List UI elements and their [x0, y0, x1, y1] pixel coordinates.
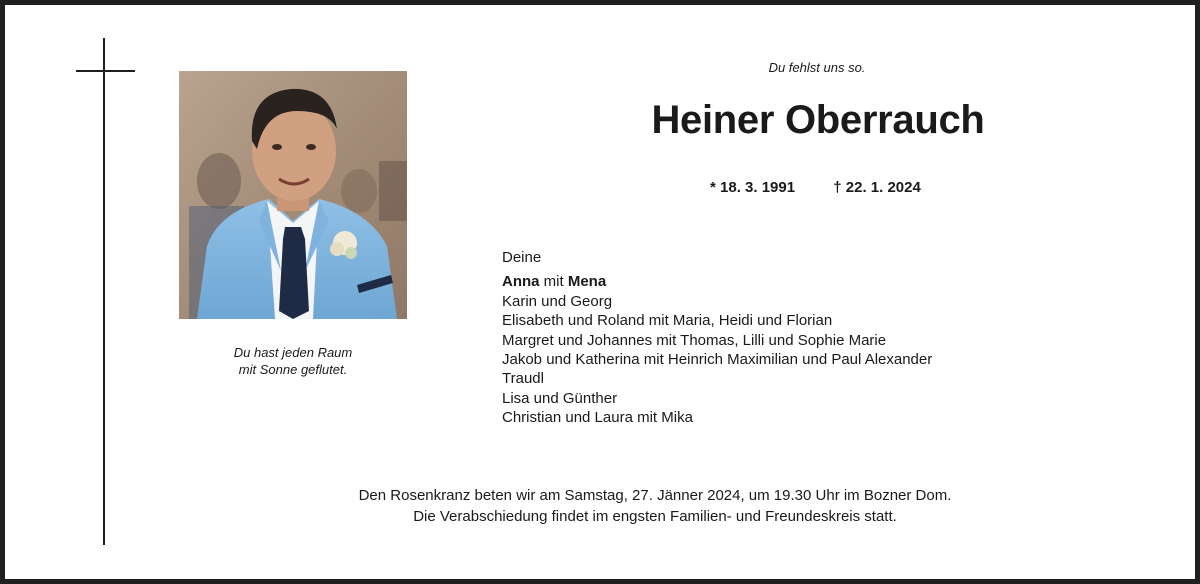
family-line: Christian und Laura mit Mika: [502, 409, 693, 427]
family-list: [502, 248, 932, 428]
family-line-first: [502, 272, 932, 291]
family-name-mena: Mena: [567, 273, 607, 291]
family-name-anna: Anna: [502, 273, 540, 291]
family-intro: Deine: [502, 249, 542, 266]
deceased-name: Heiner Oberrauch: [651, 98, 985, 142]
family-line: Traudl: [502, 370, 544, 388]
birth-date: * 18. 3. 1991: [710, 179, 796, 196]
family-line: Karin und Georg: [502, 292, 613, 310]
photo-caption: [179, 344, 407, 378]
family-line: Jakob und Katherina mit Heinrich Maximilian und Paul Alexander: [502, 351, 933, 369]
cross-vertical-bar: [103, 38, 105, 545]
cross-horizontal-bar: [76, 70, 135, 72]
family-connector: mit: [539, 273, 568, 291]
portrait-photo: [179, 71, 407, 319]
funeral-notice: [305, 485, 1005, 527]
death-date: † 22. 1. 2024: [833, 179, 921, 196]
life-dates: [710, 179, 921, 196]
family-line: Margret und Johannes mit Thomas, Lilli und Sophie Marie: [502, 331, 887, 349]
family-line: Elisabeth und Roland mit Maria, Heidi und Florian: [502, 312, 833, 330]
family-line: Lisa und Günther: [502, 389, 618, 407]
rosary-notice: Den Rosenkranz beten wir am Samstag, 27. Jänner 2024, um 19.30 Uhr im Bozner Dom.: [358, 487, 952, 504]
farewell-notice: Die Verabschiedung findet im engsten Familien- und Freundeskreis statt.: [413, 508, 897, 525]
photo-caption-line-2: mit Sonne geflutet.: [238, 362, 348, 377]
motto: Du fehlst uns so.: [768, 60, 866, 75]
photo-caption-line-1: Du hast jeden Raum: [233, 345, 353, 360]
